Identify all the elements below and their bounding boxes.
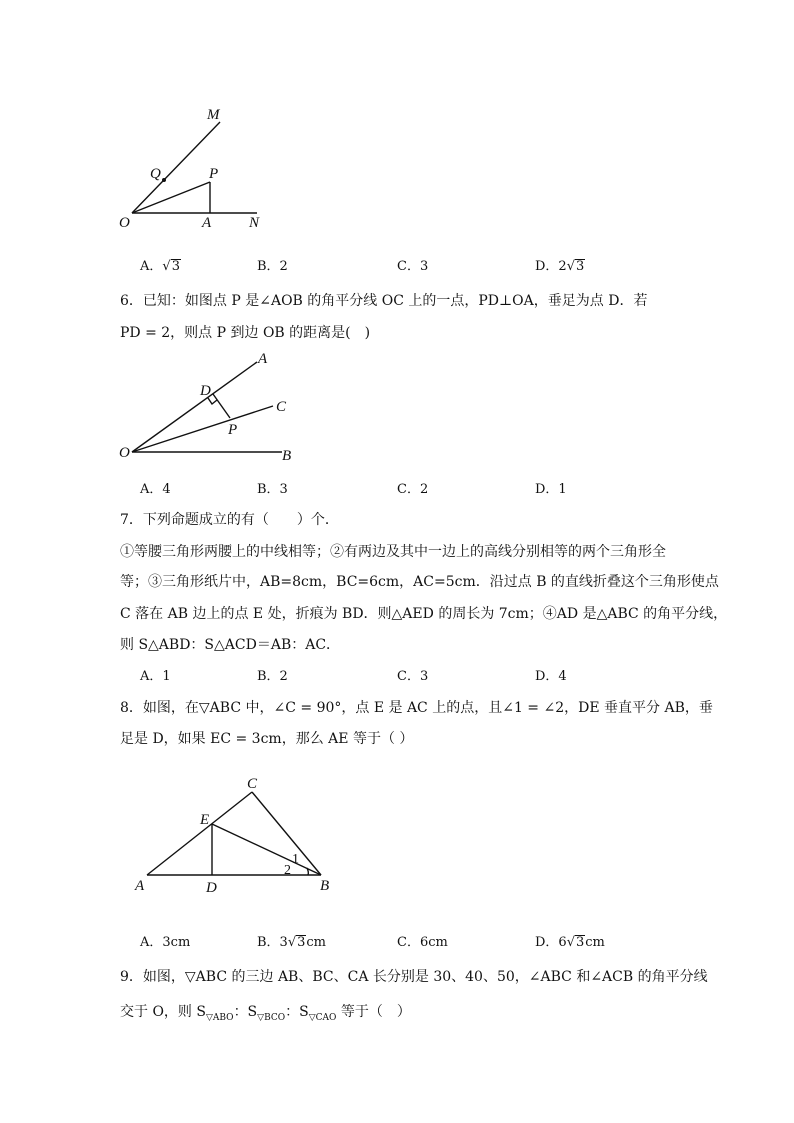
option-a: A．1 [140, 669, 171, 684]
option-a: A．4 [140, 482, 171, 497]
angle-arc [307, 868, 308, 875]
q7-line-2: 等；③三角形纸片中，AB=8cm，BC=6cm，AC=5cm．沿过点 B 的直线折叠这个三角形使点 [120, 574, 719, 590]
label-o: O [119, 445, 130, 461]
option-d: D．6√3cm [535, 935, 605, 950]
label-a: A [258, 351, 268, 367]
option-d: D．2√3 [535, 259, 585, 274]
option-c: C．3 [397, 259, 429, 274]
ray-om [132, 122, 220, 213]
q8-line-2: 足是 D，如果 EC = 3cm，那么 AE 等于（ ） [120, 731, 414, 747]
label-angle-1: 1 [292, 852, 299, 867]
label-c: C [276, 399, 287, 415]
figure-q8 [125, 770, 345, 900]
figure-q5 [110, 100, 280, 235]
label-o: O [119, 215, 130, 231]
q7-line-1: ①等腰三角形两腰上的中线相等；②有两边及其中一边上的高线分别相等的两个三角形全 [120, 544, 666, 560]
ray-oa [132, 362, 257, 452]
segment-dp [213, 394, 230, 418]
label-e: E [200, 812, 210, 828]
option-b: B．2 [257, 669, 288, 684]
label-p: P [209, 166, 219, 182]
q8-line-1: 8．如图，在▽ABC 中，∠C = 90°，点 E 是 AC 上的点，且∠1 = ∠2，DE 垂直平分 AB，垂 [120, 700, 713, 716]
option-c: C．6cm [397, 935, 448, 950]
label-angle-2: 2 [284, 863, 291, 878]
option-c: C．2 [397, 482, 429, 497]
option-d: D．4 [535, 669, 567, 684]
q6-line-2: PD = 2，则点 P 到边 OB 的距离是( ) [120, 325, 371, 341]
label-a: A [202, 215, 212, 231]
segment-eb [212, 824, 321, 875]
q7-line-4: 则 S△ABD：S△ACD＝AB：AC． [120, 637, 341, 653]
option-b: B．3 [257, 482, 288, 497]
label-d: D [206, 880, 217, 896]
label-m: M [207, 107, 220, 123]
label-d: D [200, 383, 211, 399]
option-a: A．3cm [140, 935, 191, 950]
option-c: C．3 [397, 669, 429, 684]
q9-line-2: 交于 O，则 $S_{▽ABO}$：$S_{▽BCO}$：$S_{▽CAO}$ 等于（ ） [120, 1004, 411, 1023]
q9-line-1: 9．如图，▽ABC 的三边 AB、BC、CA 长分别是 30、40、50，∠ABC 和∠ACB 的角平分线 [120, 969, 708, 985]
q6-line-1: 6．已知：如图点 P 是∠AOB 的角平分线 OC 上的一点，PD⊥OA，垂足为点 D．若 [120, 293, 648, 309]
option-d: D．1 [535, 482, 567, 497]
q7-line-3: C 落在 AB 边上的点 E 处，折痕为 BD．则△AED 的周长为 7cm；④AD 是△ABC 的角平分线， [120, 606, 728, 622]
option-b: B．2 [257, 259, 288, 274]
figure-q6 [110, 345, 310, 465]
label-b: B [282, 448, 292, 464]
point-q [162, 178, 166, 182]
label-n: N [249, 215, 260, 231]
label-a: A [135, 878, 145, 894]
label-p: P [228, 422, 238, 438]
option-a: A．√3 [140, 259, 180, 274]
segment-op [132, 182, 210, 213]
side-ac [147, 792, 252, 875]
label-c: C [247, 776, 258, 792]
label-b: B [320, 878, 330, 894]
q7-title: 7．下列命题成立的有（ ）个． [120, 512, 339, 528]
label-q: Q [150, 166, 161, 182]
option-b: B．3√3cm [257, 935, 327, 950]
ray-oc [132, 406, 273, 452]
